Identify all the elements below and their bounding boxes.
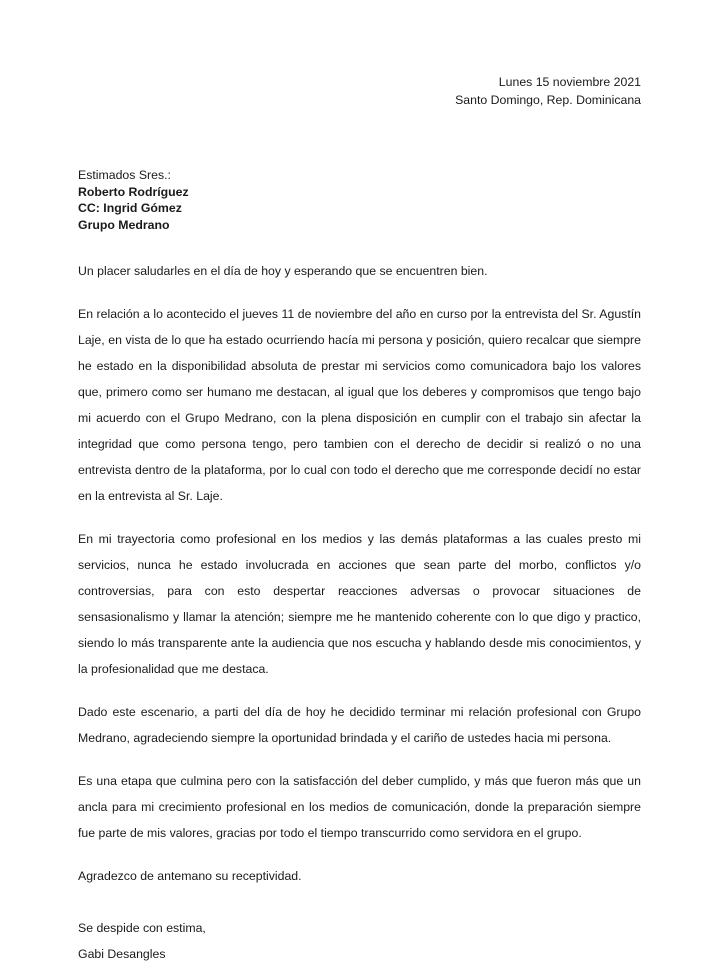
salutation: Estimados Sres.:: [78, 168, 171, 182]
signature-name: Gabi Desangles: [78, 947, 166, 961]
carbon-copy-line: CC: Ingrid Gómez: [78, 201, 182, 215]
sign-off-line: Se despide con estima,: [78, 921, 206, 935]
addressee-block: [78, 167, 641, 233]
letter-body: [78, 258, 641, 889]
location-line: Santo Domingo, Rep. Dominicana: [455, 92, 641, 107]
paragraph-reflection: Es una etapa que culmina pero con la satisfacción del deber cumplido, y más que fueron más que un ancla para mi crecimiento profesional en los medios de comunicación, donde la preparación siempre fue parte de mis valores, gracias por todo el tiempo transcurrido como servidora en el grupo.: [78, 774, 641, 840]
paragraph-trajectory: En mi trayectoria como profesional en los medios y las demás plataformas a las cuales presto mi servicios, nunca he estado involucrada en acciones que sean parte del morbo, conflictos y/o controversias, para con esto despertar reacciones adversas o provocar situaciones de sensasionalismo y llamar la atención; siempre me he mantenido coherente con lo que digo y practico, siendo lo más transparente ante la audiencia que nos escucha y hablando desde mis conocimientos, y la profesionalidad que me destaca.: [78, 532, 641, 676]
paragraph-resignation: Dado este escenario, a parti del día de hoy he decidido terminar mi relación profesional con Grupo Medrano, agradeciendo siempre la oportunidad brindada y el cariño de ustedes hacia mi persona.: [78, 705, 641, 745]
letter-closing: [78, 915, 641, 967]
recipient-name: Roberto Rodríguez: [78, 184, 189, 199]
paragraph-context: En relación a lo acontecido el jueves 11 de noviembre del año en curso por la entrevista del Sr. Agustín Laje, en vista de lo que ha estado ocurriendo hacía mi persona y posición, quiero recalcar que siempre he estado en la disponibilidad absoluta de prestar mi servicios como comunicadora bajo los valores que, primero como ser humano me destacan, al igual que los deberes y compromisos que tengo bajo mi acuerdo con el Grupo Medrano, con la plena disposición en cumplir con el trabajo sin afectar la integridad que como persona tengo, pero tambien con el derecho de decidir si realizó o no una entrevista dentro de la plataforma, por lo cual con todo el derecho que me corresponde decidí no estar en la entrevista al Sr. Laje.: [78, 307, 641, 503]
letter-header: [78, 0, 641, 109]
paragraph-thanks: Agradezco de antemano su receptividad.: [78, 869, 302, 883]
document-content: [78, 0, 641, 967]
organization-name: Grupo Medrano: [78, 217, 170, 232]
paragraph-greeting: Un placer saludarles en el día de hoy y esperando que se encuentren bien.: [78, 264, 488, 278]
date-line: Lunes 15 noviembre 2021: [498, 75, 641, 89]
